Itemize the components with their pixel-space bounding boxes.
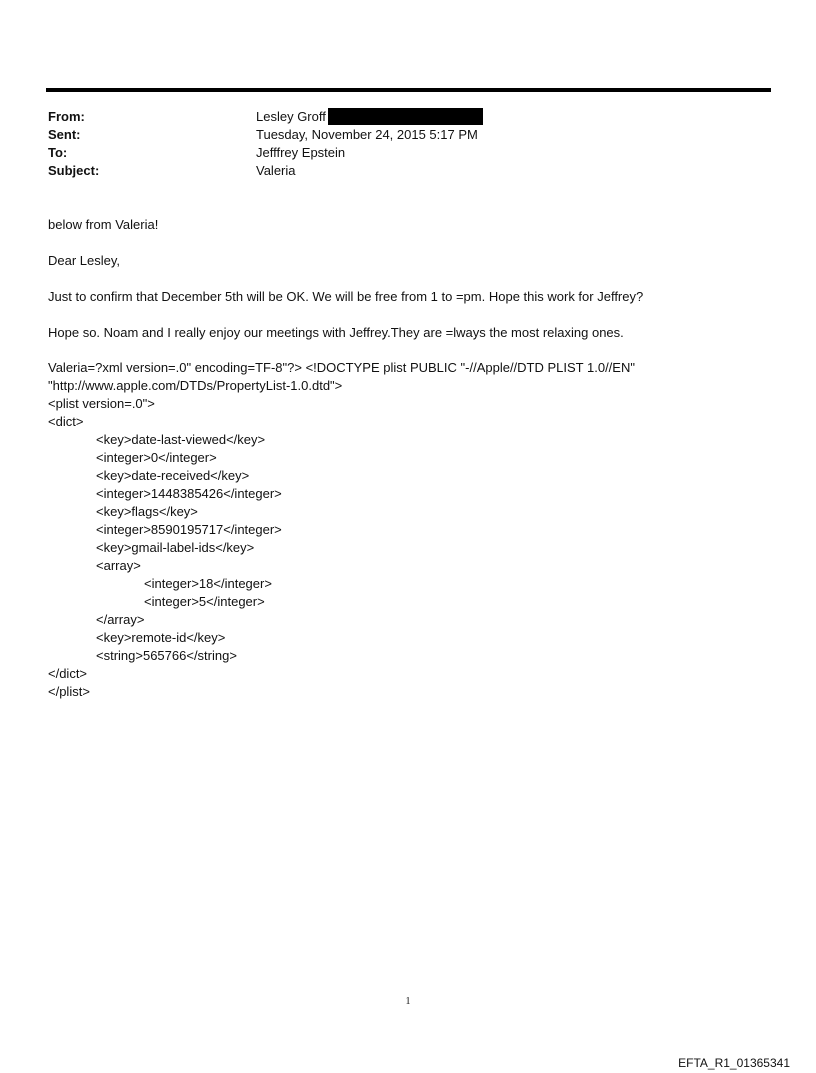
body-paragraph-confirm: Just to confirm that December 5th will be OK. We will be free from 1 to =pm. Hope this work for Jeffrey? [48, 289, 644, 304]
plist-line: <integer>0</integer> [96, 450, 217, 465]
subject-value: Valeria [256, 163, 296, 178]
plist-line: "http://www.apple.com/DTDs/PropertyList-1.0.dtd"> [48, 378, 343, 393]
plist-line: Valeria=?xml version=.0" encoding=TF-8"?> <!DOCTYPE plist PUBLIC "-//Apple//DTD PLIST 1.0//EN" [48, 360, 635, 375]
sent-value: Tuesday, November 24, 2015 5:17 PM [256, 127, 478, 142]
body-intro: below from Valeria! [48, 217, 159, 232]
plist-line: <key>gmail-label-ids</key> [96, 540, 255, 555]
subject-row [48, 162, 748, 180]
sender-name: Lesley Groff [256, 109, 326, 124]
email-header [48, 108, 748, 180]
redaction-box [328, 108, 483, 125]
plist-line: </plist> [48, 684, 90, 699]
from-label: From: [48, 109, 85, 124]
to-row [48, 144, 748, 162]
header-divider [46, 88, 771, 92]
sent-label: Sent: [48, 127, 81, 142]
plist-line: </dict> [48, 666, 88, 681]
plist-line: </array> [96, 612, 145, 627]
plist-line: <integer>5</integer> [144, 594, 265, 609]
plist-line: <array> [96, 558, 141, 573]
plist-line: <key>date-received</key> [96, 468, 250, 483]
subject-label: Subject: [48, 163, 100, 178]
plist-metadata [48, 359, 768, 701]
sent-row [48, 126, 748, 144]
to-value: Jefffrey Epstein [256, 145, 346, 160]
plist-line: <key>date-last-viewed</key> [96, 432, 266, 447]
plist-line: <key>flags</key> [96, 504, 198, 519]
body-paragraph-hope: Hope so. Noam and I really enjoy our meetings with Jeffrey.They are =lways the most relaxing ones. [48, 325, 624, 340]
body-greeting: Dear Lesley, [48, 253, 121, 268]
page-number: 1 [405, 996, 411, 1007]
plist-line: <integer>8590195717</integer> [96, 522, 282, 537]
plist-line: <integer>1448385426</integer> [96, 486, 282, 501]
plist-line: <plist version=.0"> [48, 396, 155, 411]
plist-line: <key>remote-id</key> [96, 630, 226, 645]
plist-line: <string>565766</string> [96, 648, 237, 663]
plist-line: <integer>18</integer> [144, 576, 272, 591]
from-value [256, 108, 483, 126]
document-id: EFTA_R1_01365341 [678, 1056, 790, 1070]
to-label: To: [48, 145, 68, 160]
from-row [48, 108, 748, 126]
plist-line: <dict> [48, 414, 84, 429]
